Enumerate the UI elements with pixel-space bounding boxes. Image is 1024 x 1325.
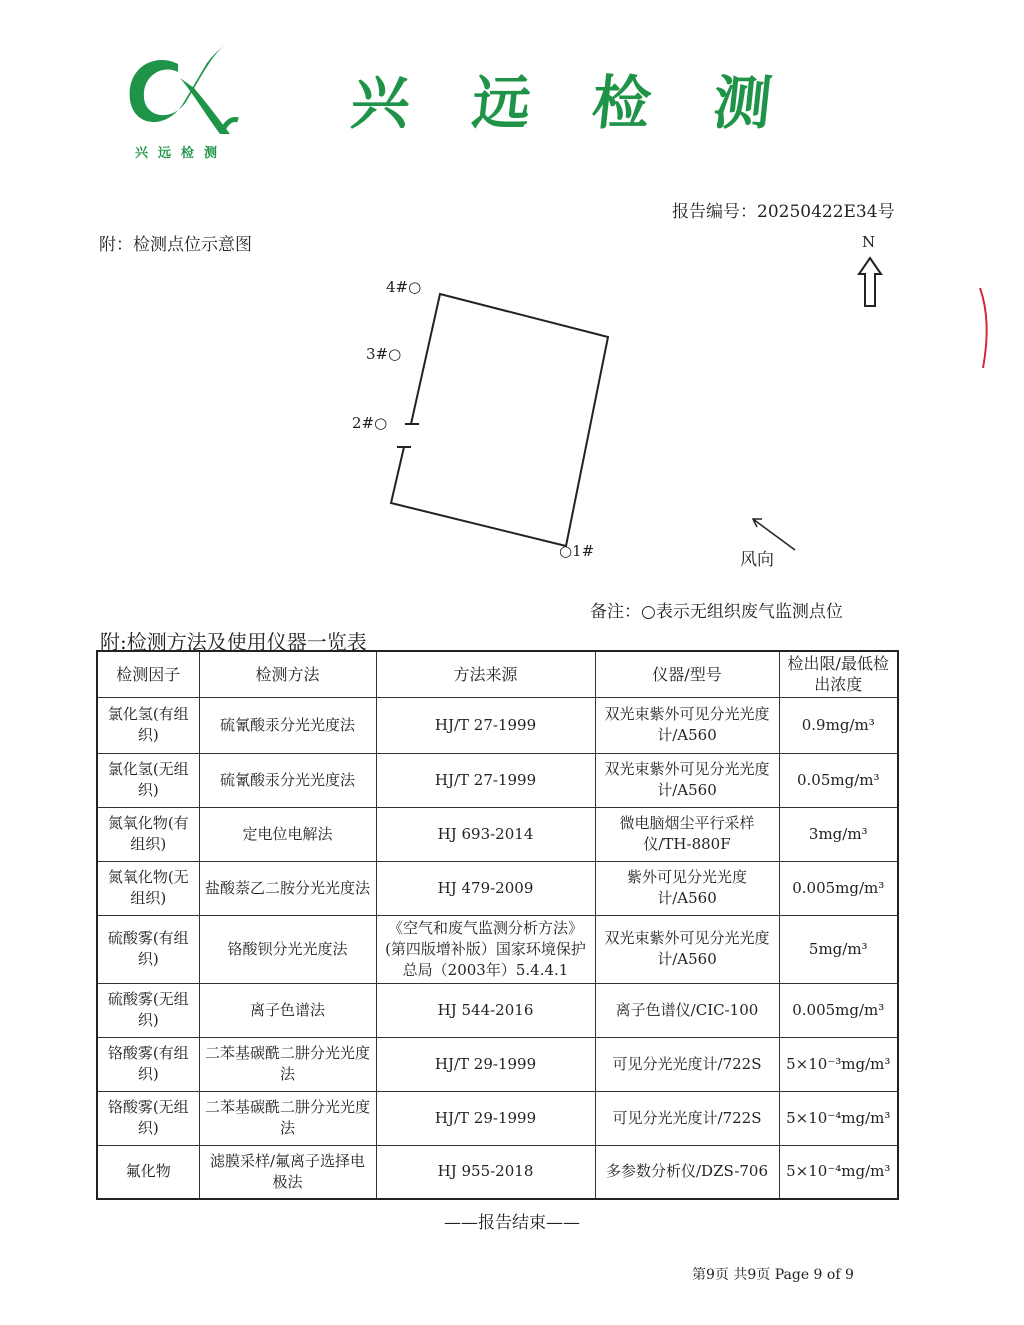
cell-method: 硫氰酸汞分光光度法 [199, 697, 376, 753]
cell-source: HJ 544-2016 [376, 983, 595, 1037]
column-header: 方法来源 [376, 651, 595, 697]
cell-method: 铬酸钡分光光度法 [199, 915, 376, 983]
cell-method: 硫氰酸汞分光光度法 [199, 753, 376, 807]
column-header: 检出限/最低检出浓度 [779, 651, 898, 697]
cell-method: 定电位电解法 [199, 807, 376, 861]
cell-source: 《空气和废气监测分析方法》(第四版增补版）国家环境保护总局（2003年）5.4.4.1 [376, 915, 595, 983]
page-footer: 第9页 共9页 Page 9 of 9 [692, 1267, 854, 1283]
red-pen-mark [980, 288, 987, 368]
cell-source: HJ 955-2018 [376, 1145, 595, 1199]
cell-instrument: 紫外可见分光光度计/A560 [595, 861, 779, 915]
monitoring-point-1: ○1# [559, 542, 595, 560]
monitoring-point-2: 2#○ [352, 414, 388, 432]
site-diagram [0, 0, 1024, 640]
table-row [97, 1091, 898, 1145]
wind-label: 风向 [740, 550, 774, 570]
cell-source: HJ/T 29-1999 [376, 1091, 595, 1145]
cell-factor: 硫酸雾(无组织) [97, 983, 199, 1037]
column-header: 检测方法 [199, 651, 376, 697]
cell-limit: 5×10⁻⁴mg/m³ [779, 1145, 898, 1199]
report-number: 报告编号：20250422E34号 [672, 202, 895, 222]
cell-factor: 氮氧化物(无组织) [97, 861, 199, 915]
cell-instrument: 微电脑烟尘平行采样仪/TH-880F [595, 807, 779, 861]
cell-instrument: 可见分光光度计/722S [595, 1037, 779, 1091]
table-row [97, 807, 898, 861]
cell-limit: 3mg/m³ [779, 807, 898, 861]
table-row [97, 1037, 898, 1091]
cell-instrument: 双光束紫外可见分光光度计/A560 [595, 915, 779, 983]
brand-char: 检 [589, 69, 655, 137]
cell-method: 二苯基碳酰二肼分光光度法 [199, 1091, 376, 1145]
cell-limit: 5×10⁻³mg/m³ [779, 1037, 898, 1091]
site-boundary [391, 294, 608, 546]
cell-factor: 铬酸雾(无组织) [97, 1091, 199, 1145]
methods-table [96, 650, 899, 1200]
cell-method: 二苯基碳酰二肼分光光度法 [199, 1037, 376, 1091]
cell-source: HJ/T 27-1999 [376, 697, 595, 753]
cell-factor: 氯化氢(无组织) [97, 753, 199, 807]
table-row [97, 1145, 898, 1199]
cell-factor: 氮氧化物(有组织) [97, 807, 199, 861]
diagram-title: 附：检测点位示意图 [99, 235, 252, 255]
report-end-text: ——报告结束—— [444, 1213, 580, 1233]
cell-instrument: 离子色谱仪/CIC-100 [595, 983, 779, 1037]
cell-factor: 氟化物 [97, 1145, 199, 1199]
cell-method: 盐酸萘乙二胺分光光度法 [199, 861, 376, 915]
north-arrow-icon [859, 258, 881, 306]
cell-method: 滤膜采样/氟离子选择电极法 [199, 1145, 376, 1199]
diagram-note: 备注：○表示无组织废气监测点位 [590, 602, 843, 622]
brand-char: 测 [709, 69, 776, 137]
brand-char: 远 [468, 69, 534, 137]
cell-method: 离子色谱法 [199, 983, 376, 1037]
table-header-row [97, 651, 898, 697]
cell-factor: 铬酸雾(有组织) [97, 1037, 199, 1091]
table-title: 附:检测方法及使用仪器一览表 [100, 630, 367, 654]
cell-factor: 硫酸雾(有组织) [97, 915, 199, 983]
cell-source: HJ/T 29-1999 [376, 1037, 595, 1091]
cell-factor: 氯化氢(有组织) [97, 697, 199, 753]
monitoring-point-3: 3#○ [366, 345, 402, 363]
cell-instrument: 双光束紫外可见分光光度计/A560 [595, 753, 779, 807]
table-row [97, 861, 898, 915]
cell-instrument: 可见分光光度计/722S [595, 1091, 779, 1145]
cell-limit: 0.05mg/m³ [779, 753, 898, 807]
table-row [97, 753, 898, 807]
table-row [97, 983, 898, 1037]
cell-limit: 5mg/m³ [779, 915, 898, 983]
cell-source: HJ/T 27-1999 [376, 753, 595, 807]
cell-source: HJ 479-2009 [376, 861, 595, 915]
column-header: 仪器/型号 [595, 651, 779, 697]
brand-char: 兴 [347, 69, 414, 137]
north-label: N [862, 233, 876, 251]
cell-source: HJ 693-2014 [376, 807, 595, 861]
cell-limit: 5×10⁻⁴mg/m³ [779, 1091, 898, 1145]
logo-text: 兴远检测 [134, 146, 227, 161]
table-row [97, 915, 898, 983]
cell-instrument: 双光束紫外可见分光光度计/A560 [595, 697, 779, 753]
cell-instrument: 多参数分析仪/DZS-706 [595, 1145, 779, 1199]
cell-limit: 0.9mg/m³ [779, 697, 898, 753]
table-row [97, 697, 898, 753]
cell-limit: 0.005mg/m³ [779, 861, 898, 915]
cell-limit: 0.005mg/m³ [779, 983, 898, 1037]
column-header: 检测因子 [97, 651, 199, 697]
monitoring-point-4: 4#○ [386, 278, 422, 296]
